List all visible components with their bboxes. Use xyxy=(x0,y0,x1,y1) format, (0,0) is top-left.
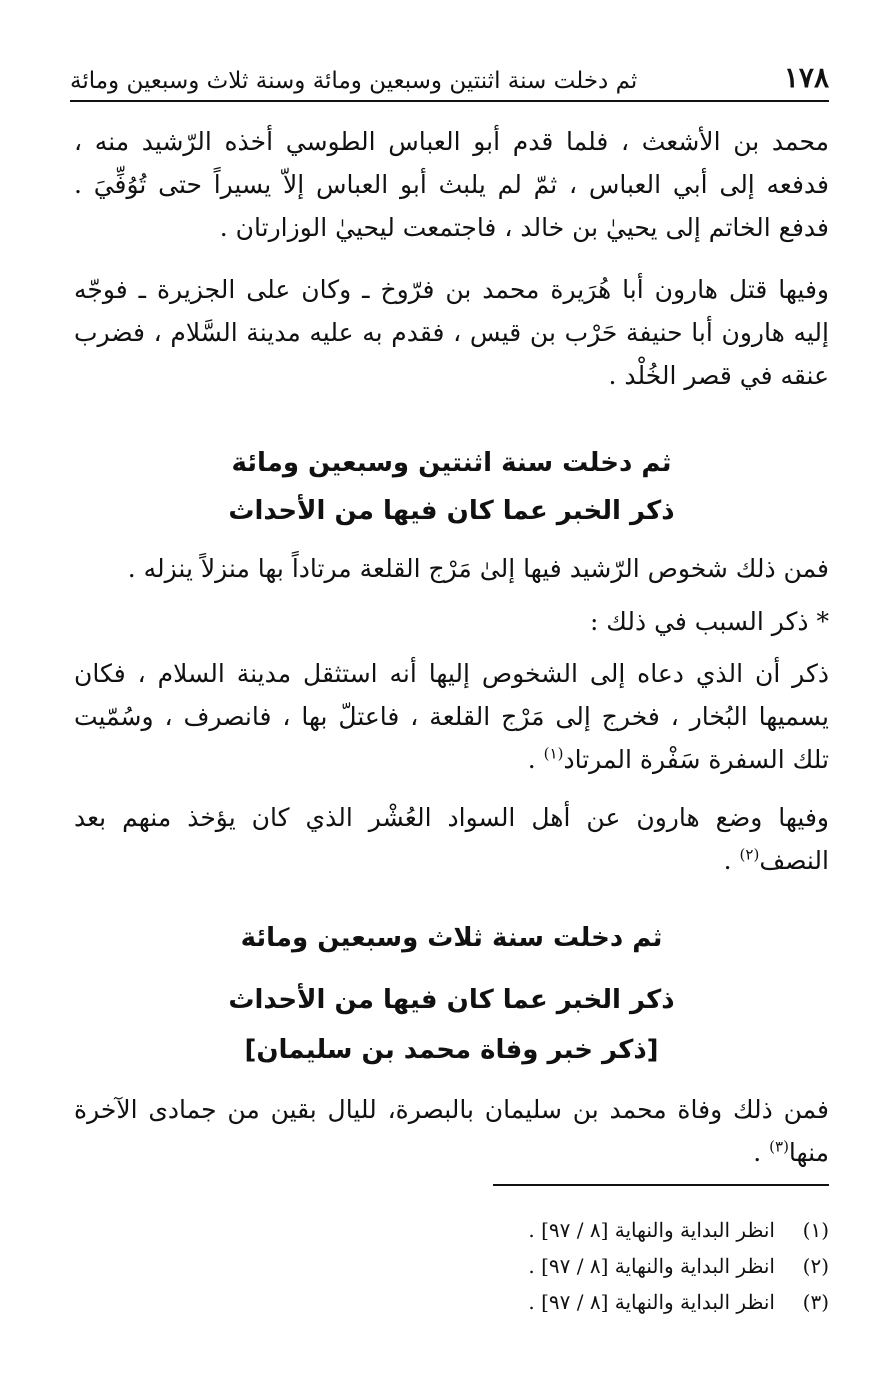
footnote-number: (٢) xyxy=(802,1254,829,1278)
section-subtitle: [ذكر خبر وفاة محمد بن سليمان] xyxy=(244,1035,659,1065)
paragraph: فمن ذلك شخوص الرّشيد فيها إلىٰ مَرْج القلعة مرتاداً بها منزلاً ينزله . xyxy=(127,554,829,583)
running-header xyxy=(70,58,829,102)
footnote-ref[interactable]: (٣) xyxy=(769,1137,789,1156)
footnotes xyxy=(74,1212,829,1320)
section-subtitle: ذكر الخبر عما كان فيها من الأحداث xyxy=(228,496,675,526)
paragraph-text: فمن ذلك وفاة محمد بن سليمان بالبصرة، لليال بقين من جمادى الآخرة منها xyxy=(74,1095,829,1167)
footnote-text: انظر البداية والنهاية [٨ / ٩٧] . xyxy=(528,1254,775,1278)
footnote-text: انظر البداية والنهاية [٨ / ٩٧] . xyxy=(528,1290,775,1314)
footnote xyxy=(74,1284,829,1320)
running-title: ثم دخلت سنة اثنتين وسبعين ومائة وسنة ثلاث وسبعين ومائة xyxy=(70,68,638,94)
paragraph-text: وفيها وضع هارون عن أهل السواد العُشْر الذي كان يؤخذ منهم بعد النصف xyxy=(74,803,829,875)
footnote-divider xyxy=(493,1184,829,1186)
paragraph xyxy=(74,652,829,781)
paragraph-text: ذكر أن الذي دعاه إلى الشخوص إليها أنه استثقل مدينة السلام ، فكان يسميها البُخار ، فخرج إلى مَرْج القلعة ، فاعتلّ بها ، فانصرف ، وسُمّيت تلك السفرة سَفْرة المرتاد xyxy=(74,659,829,774)
paragraph-end: . xyxy=(527,745,544,774)
paragraph xyxy=(74,1088,829,1174)
footnote xyxy=(74,1212,829,1248)
footnote-number: (٣) xyxy=(802,1290,829,1314)
paragraph-end: . xyxy=(723,846,740,875)
section-subtitle: ذكر الخبر عما كان فيها من الأحداث xyxy=(228,985,675,1015)
paragraph xyxy=(74,796,829,882)
paragraph: محمد بن الأشعث ، فلما قدم أبو العباس الطوسي أخذه الرّشيد منه ، فدفعه إلى أبي العباس ، ثمّ لم يلبث أبو العباس إلاّ يسيراً حتى تُوُفِّيَ . فدفع الخاتم إلى يحييٰ بن خالد ، فاجتمعت ليحييٰ الوزارتان . xyxy=(74,127,829,242)
footnote-ref[interactable]: (١) xyxy=(543,744,564,763)
footnote-ref[interactable]: (٢) xyxy=(739,845,760,864)
page-number: ١٧٨ xyxy=(783,61,829,94)
section-title: ثم دخلت سنة ثلاث وسبعين ومائة xyxy=(240,923,663,953)
paragraph: وفيها قتل هارون أبا هُرَيرة محمد بن فرّوخ ـ وكان على الجزيرة ـ فوجّه إليه هارون أبا حنيفة حَرْب بن قيس ، فقدم به عليه مدينة السَّلام ، فضرب عنقه في قصر الخُلْد . xyxy=(74,275,829,390)
section-title: ثم دخلت سنة اثنتين وسبعين ومائة xyxy=(231,448,672,478)
paragraph: * ذكر السبب في ذلك : xyxy=(589,607,829,636)
paragraph-end: . xyxy=(753,1138,770,1167)
footnote xyxy=(74,1248,829,1284)
footnote-text: انظر البداية والنهاية [٨ / ٩٧] . xyxy=(528,1218,775,1242)
footnote-number: (١) xyxy=(802,1218,829,1242)
